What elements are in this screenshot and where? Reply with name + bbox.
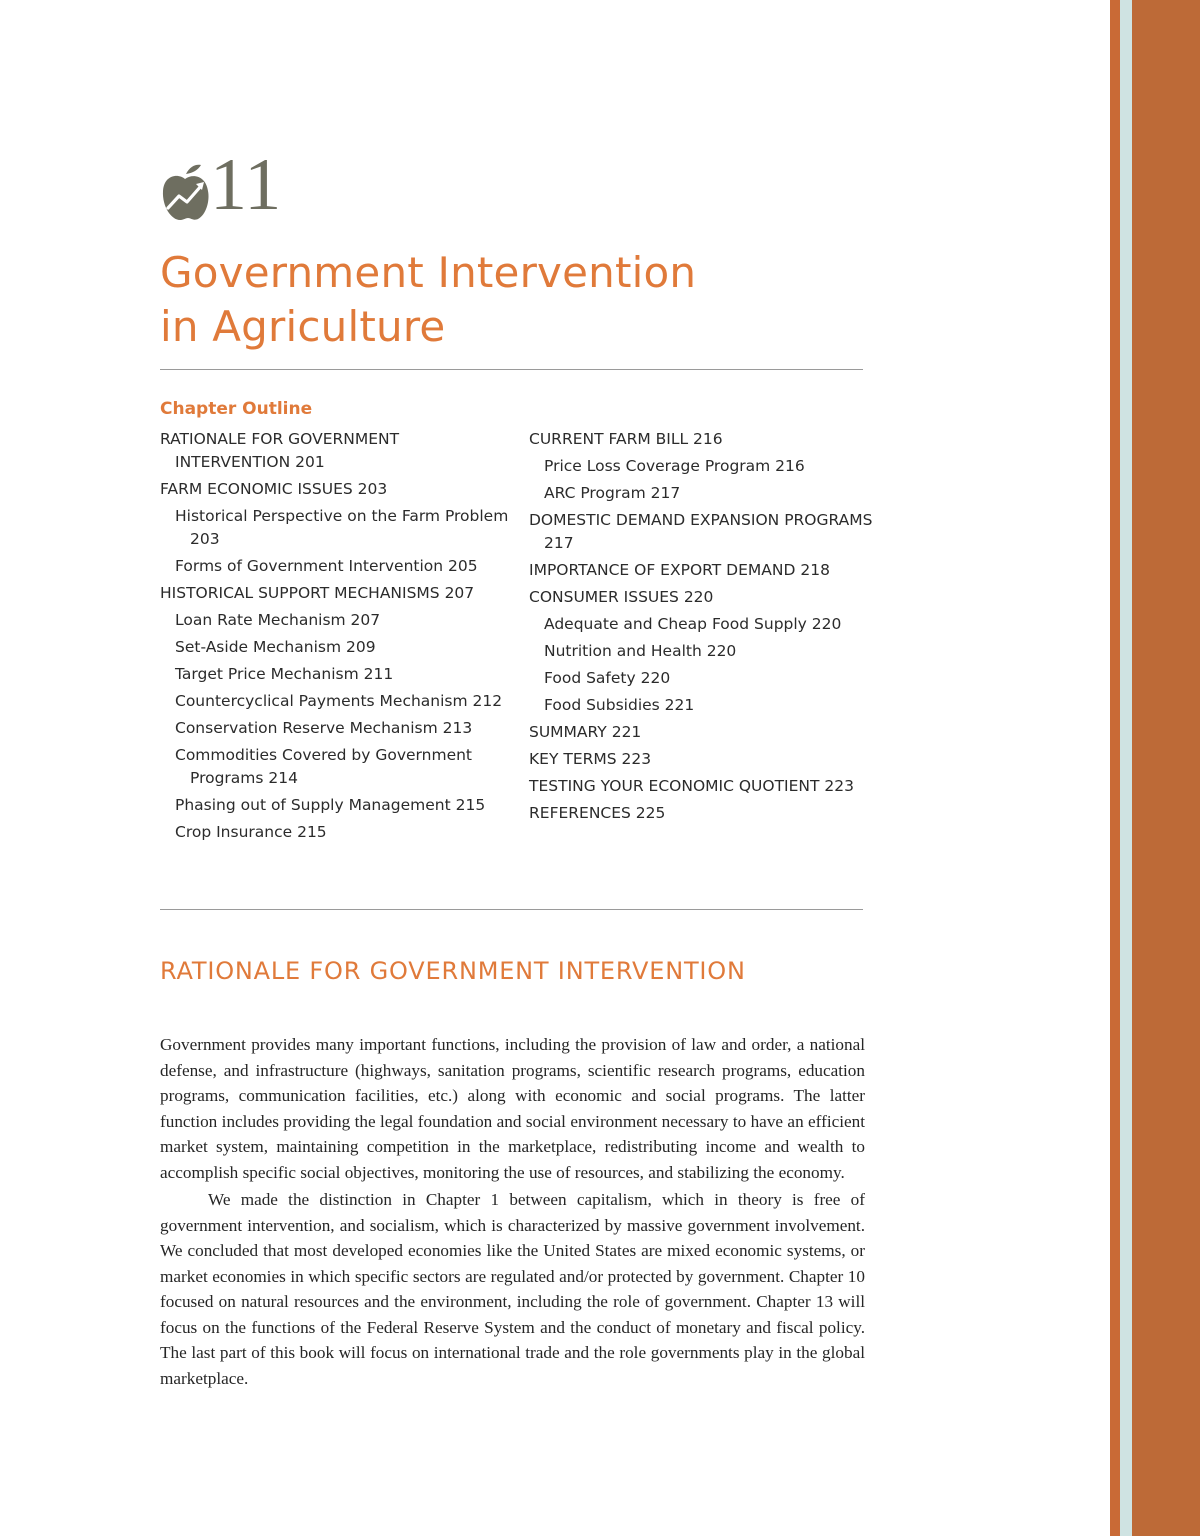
outline-entry: Forms of Government Intervention 205: [175, 557, 478, 575]
chapter-title-line-1: Government Intervention: [160, 248, 697, 297]
apple-trend-icon: [160, 164, 210, 222]
body-text: [160, 1032, 865, 1391]
outline-left-column: [160, 428, 510, 848]
outline-heading: Chapter Outline: [160, 399, 313, 419]
outline-entry: TESTING YOUR ECONOMIC QUOTIENT 223: [529, 777, 854, 795]
outline-entry: Target Price Mechanism 211: [175, 665, 394, 683]
outline-entry: HISTORICAL SUPPORT MECHANISMS 207: [160, 584, 475, 602]
decorative-stripe-rust: [1132, 0, 1200, 1536]
outline-entry: Commodities Covered by Government Programs 214: [175, 746, 473, 787]
outline-entry: DOMESTIC DEMAND EXPANSION PROGRAMS 217: [529, 511, 873, 552]
outline-entry: Conservation Reserve Mechanism 213: [175, 719, 473, 737]
section-title: RATIONALE FOR GOVERNMENT INTERVENTION: [160, 957, 746, 985]
outline-entry: Food Safety 220: [544, 669, 671, 687]
outline-entry: Phasing out of Supply Management 215: [175, 796, 486, 814]
outline-entry: SUMMARY 221: [529, 723, 642, 741]
outline-right-column: [529, 428, 874, 829]
chapter-number: 11: [210, 144, 282, 226]
outline-entry: Loan Rate Mechanism 207: [175, 611, 381, 629]
outline-entry: Crop Insurance 215: [175, 823, 327, 841]
chapter-title: [160, 246, 696, 354]
outline-entry: CONSUMER ISSUES 220: [529, 588, 714, 606]
paragraph-1: Government provides many important functions, including the provision of law and order, a national defense, and infrastructure (highways, sanitation programs, scientific research programs, education programs, communication facilities, etc.) along with economic and social programs. The latter function includes providing the legal foundation and social environment necessary to have an efficient market system, maintaining competition in the marketplace, redistributing income and wealth to accomplish specific social objectives, monitoring the use of resources, and stabilizing the economy.: [160, 1035, 865, 1182]
decorative-stripe-orange: [1110, 0, 1120, 1536]
outline-entry: ARC Program 217: [544, 484, 681, 502]
paragraph-2: We made the distinction in Chapter 1 between capitalism, which in theory is free of government intervention, and socialism, which is characterized by massive government involvement. We concluded that most developed economies like the United States are mixed economic systems, or market economies in which specific sectors are regulated and/or protected by government. Chapter 10 focused on natural resources and the environment, including the role of government. Chapter 13 will focus on the functions of the Federal Reserve System and the conduct of monetary and fiscal policy. The last part of this book will focus on international trade and the role governments play in the global marketplace.: [160, 1190, 865, 1388]
decorative-stripe-light: [1120, 0, 1132, 1536]
divider-top: [160, 369, 863, 370]
outline-entry: Price Loss Coverage Program 216: [544, 457, 805, 475]
chapter-title-line-2: in Agriculture: [160, 302, 446, 351]
outline-entry: Food Subsidies 221: [544, 696, 695, 714]
outline-entry: KEY TERMS 223: [529, 750, 652, 768]
outline-entry: RATIONALE FOR GOVERNMENT INTERVENTION 201: [160, 430, 400, 471]
outline-entry: REFERENCES 225: [529, 804, 666, 822]
outline-entry: FARM ECONOMIC ISSUES 203: [160, 480, 388, 498]
outline-entry: Set-Aside Mechanism 209: [175, 638, 376, 656]
outline-entry: Countercyclical Payments Mechanism 212: [175, 692, 503, 710]
outline-entry: CURRENT FARM BILL 216: [529, 430, 723, 448]
outline-entry: Nutrition and Health 220: [544, 642, 737, 660]
outline-entry: Historical Perspective on the Farm Problem 203: [175, 507, 509, 548]
divider-bottom: [160, 909, 863, 910]
outline-entry: Adequate and Cheap Food Supply 220: [544, 615, 842, 633]
outline-entry: IMPORTANCE OF EXPORT DEMAND 218: [529, 561, 830, 579]
